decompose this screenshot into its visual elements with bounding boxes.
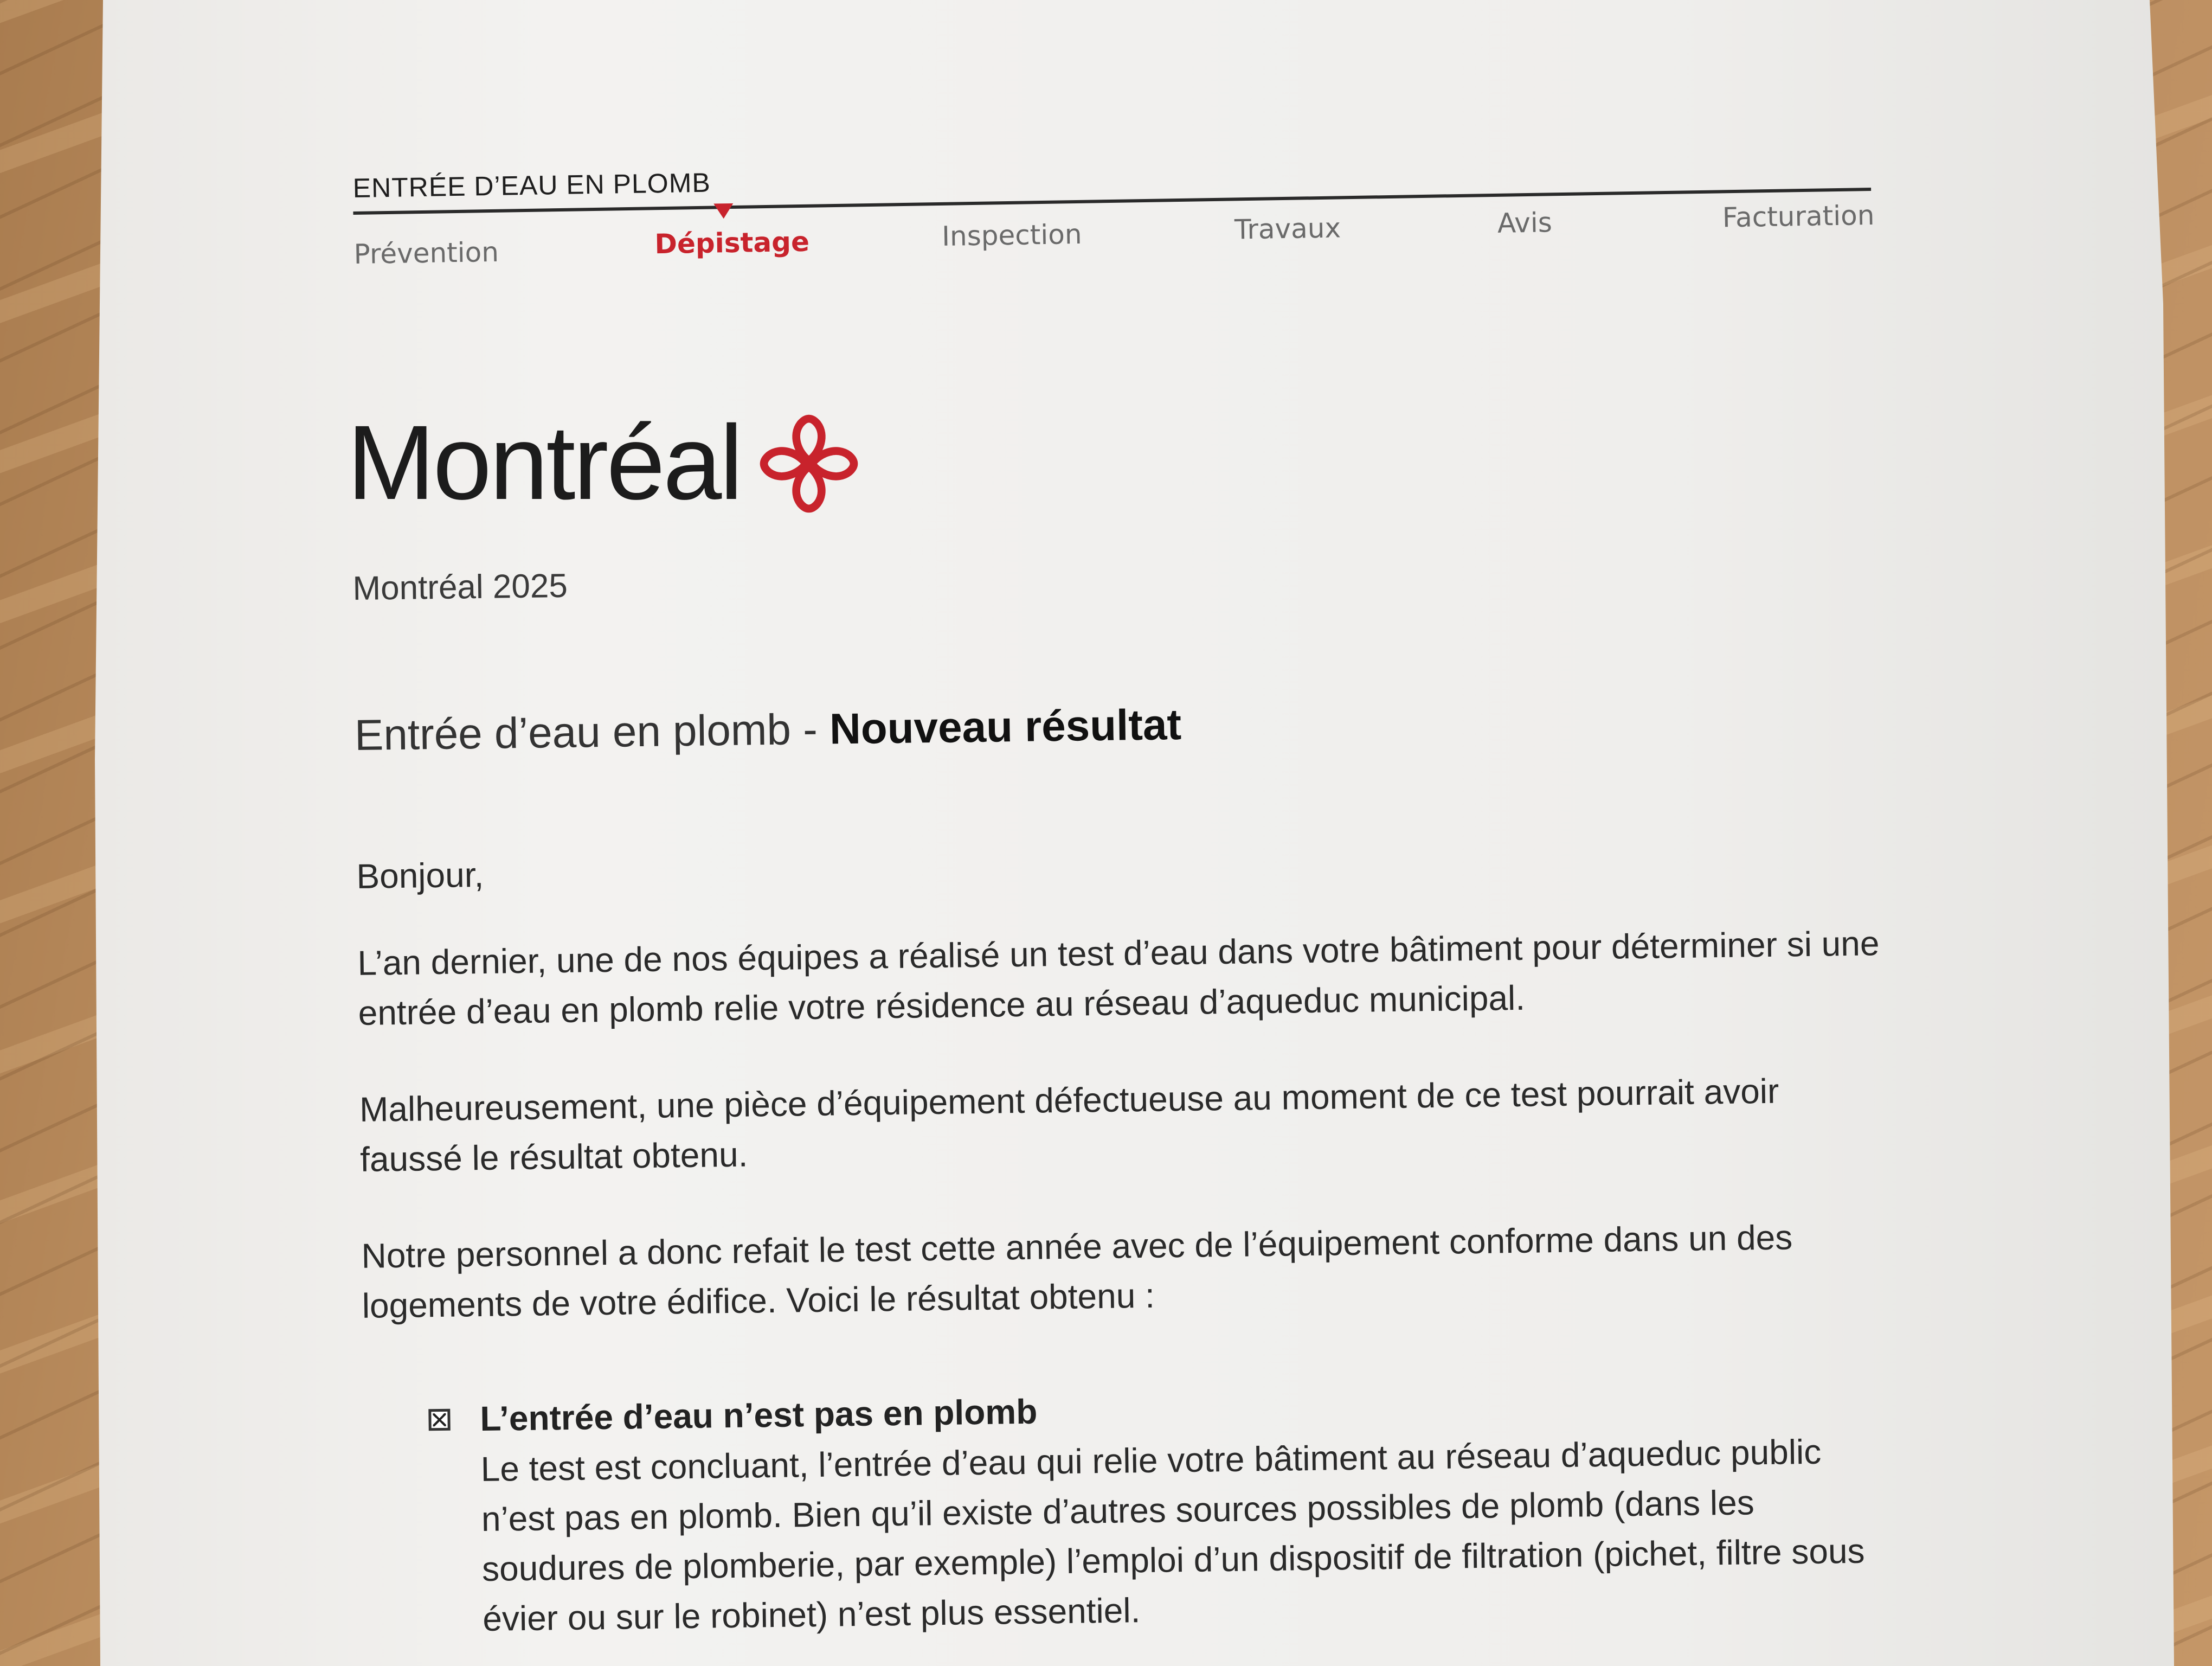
step-facturation: Facturation — [1722, 199, 1875, 234]
step-travaux: Travaux — [1234, 212, 1341, 246]
checked-checkbox-icon — [428, 1409, 451, 1431]
montreal-logo — [347, 401, 866, 523]
subject-strong: Nouveau résultat — [829, 700, 1182, 753]
step-inspection: Inspection — [941, 218, 1082, 252]
program-progress-header — [352, 139, 1875, 282]
greeting: Bonjour, — [356, 855, 484, 896]
result-title: L’entrée d’eau n’est pas en plomb — [480, 1392, 1038, 1439]
step-avis: Avis — [1497, 207, 1553, 239]
date-line: Montréal 2025 — [352, 567, 568, 607]
current-step-marker-icon — [713, 203, 733, 219]
paragraph-1: L’an dernier, une de nos équipes a réalisé un test d’eau dans votre bâtiment pour déterminer si une entrée d’eau en plomb relie votre résidence au réseau d’aqueduc municipal. — [357, 924, 1880, 1033]
result-body: Le test est concluant, l’entrée d’eau qui relie votre bâtiment au réseau d’aqueduc public n’est pas en plomb. Bien qu’il existe d’autres sources possibles de plomb (dans les soudures de plomberie, par exemple) l’emploi d’un dispositif de filtration (pichet, filtre sous évier ou sur le robinet) n’est plus essentiel. — [480, 1432, 1865, 1639]
paragraph-3: Notre personnel a donc refait le test cette année avec de l’équipement conforme dans un des logements de votre édifice. Voici le résultat obtenu : — [361, 1218, 1793, 1325]
program-title: ENTRÉE D’EAU EN PLOMB — [352, 167, 711, 203]
step-prevention: Prévention — [353, 236, 499, 270]
logo-wordmark: Montréal — [347, 403, 741, 522]
rosette-icon — [752, 407, 866, 523]
paragraph-2: Malheureusement, une pièce d’équipement défectueuse au moment de ce test pourrait avoir faussé le résultat obtenu. — [359, 1071, 1779, 1179]
step-depistage: Dépistage — [654, 226, 810, 260]
subject-prefix: Entrée d’eau en plomb - — [354, 704, 830, 759]
